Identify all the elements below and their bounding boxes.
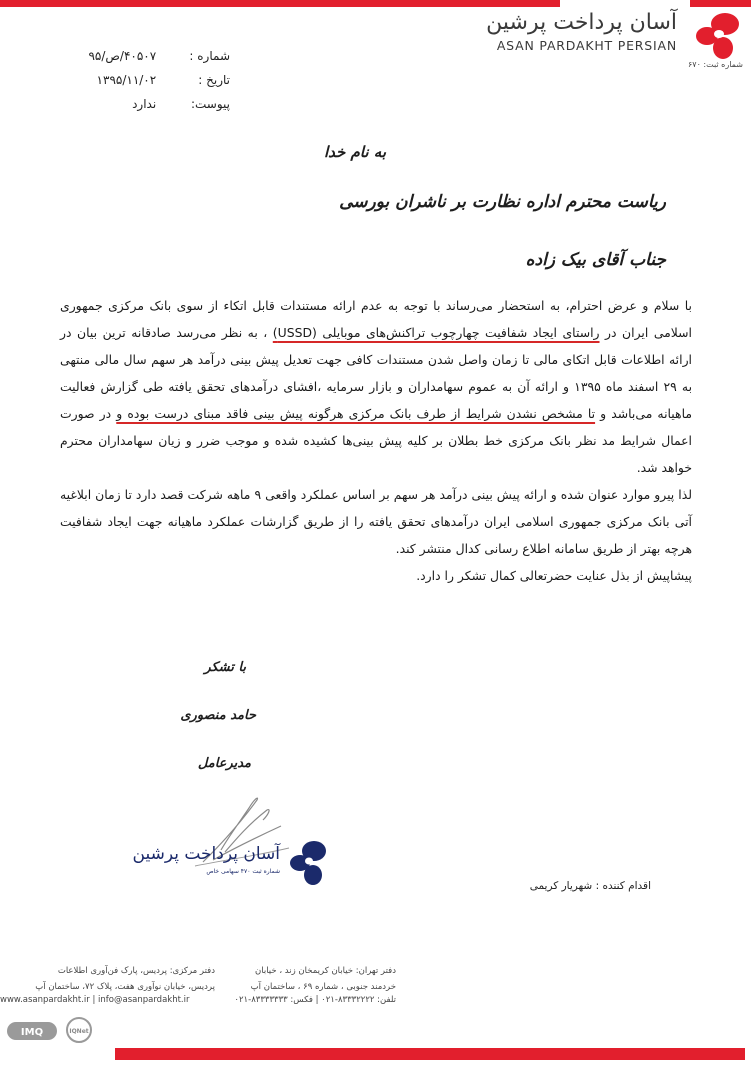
- cert-iqnet-label: IQNet: [69, 1028, 89, 1035]
- footer-address-pardis: [0, 963, 215, 995]
- address-tehran-line-1: دفتر تهران: خیابان کریمخان زند ، خیابان: [255, 966, 396, 976]
- contact-divider: |: [92, 995, 99, 1005]
- body-paragraph-3: پیشاپیش از بذل عنایت حضرتعالی کمال تشکر را دارد.: [416, 568, 692, 583]
- footer-address-tehran: [251, 963, 396, 995]
- number-label: شماره :: [189, 49, 230, 63]
- logo-mark-icon: [689, 10, 745, 62]
- email-link[interactable]: info@asanpardakht.ir: [98, 995, 190, 1005]
- body-paragraph-1: [60, 292, 692, 481]
- p1-underlined-ussd: راستای ایجاد شفافیت چهارچوب تراکنش‌های موبایلی (USSD): [272, 325, 600, 340]
- p1-text-a: با سلام و عرض احترام، به استحضار می‌رساند با توجه به عدم ارائه مستندات قابل اتکاء از سوی بانک مرکزی جمهوری اسلامی ایران در: [60, 298, 692, 340]
- stamp-subtext: شماره ثبت ۴۷۰ سهامی خاص: [206, 868, 280, 875]
- stamp-name: آسان پرداخت پرشین: [132, 844, 280, 864]
- footer-phones: تلفن: ۸۳۳۳۲۲۲۲-۰۲۱ | فکس: ۸۳۳۳۳۳۳۳-۰۲۱: [234, 995, 396, 1005]
- meta-attachment-row: [40, 92, 230, 116]
- attachment-value: ندارد: [132, 97, 157, 111]
- meta-date-row: [40, 68, 230, 92]
- stamp-logo-icon: [286, 838, 332, 888]
- imq-certification-icon: [6, 1016, 58, 1044]
- top-decorative-bar-right: [690, 0, 751, 7]
- logo-persian-text: آسان پرداخت پرشین: [486, 10, 677, 35]
- signature-thanks: با تشکر: [204, 660, 246, 675]
- date-value: ۱۳۹۵/۱۱/۰۲: [96, 73, 157, 87]
- attention-heading: جناب آقای بیک زاده: [525, 250, 666, 270]
- registration-number: شماره ثبت: ۶۷۰: [688, 60, 743, 69]
- p1-text-b: ، به نظر می‌رسد صادقانه ترین بیان در ارائه اطلاعات قابل اتکای مالی تا زمان واصل شدن مستندات کافی جهت تعدیل پیش بینی درآمد هر سهم سال مالی منتهی به ۲۹ اسفند ماه ۱۳۹۵ و ارائه آن به عموم سهامداران و بازار سرمایه ،افشای درآمدهای تحقق یافته طی گزارش فعالیت ماهیانه می‌باشد و: [60, 325, 693, 421]
- p1-underlined-bank: تا مشخص نشدن شرایط از طرف بانک مرکزی هرگونه پیش بینی فاقد مبنای درست بوده و: [116, 406, 596, 421]
- invocation-heading: به نام خدا: [323, 143, 386, 161]
- meta-number-row: [40, 44, 230, 68]
- date-label: تاریخ :: [198, 73, 230, 87]
- iqnet-certification-icon: [62, 1016, 96, 1044]
- attachment-label: پیوست:: [190, 97, 230, 111]
- cert-imq-label: IMQ: [20, 1027, 44, 1038]
- address-pardis-line-2: پردیس، خیابان نوآوری هفت، پلاک ۷۲، ساختمان آپ: [35, 982, 215, 992]
- bottom-decorative-bar: [115, 1048, 745, 1060]
- company-logo: [450, 8, 745, 68]
- address-pardis-line-1: دفتر مرکزی: پردیس، پارک فن‌آوری اطلاعات: [57, 966, 215, 976]
- recipient-heading: ریاست محترم اداره نظارت بر ناشران بورسی: [339, 192, 666, 212]
- company-stamp: [132, 838, 332, 894]
- logo-english-text: ASAN PARDAKHT PERSIAN: [496, 38, 677, 53]
- footer-contact: [0, 995, 189, 1005]
- p1-text-c: در صورت اعمال شرایط مد نظر بانک مرکزی خط بطلان بر کلیه پیش بینی‌ها کشیده شده و موجب ضرر و زیان سهامداران محترم خواهد شد.: [60, 406, 692, 475]
- signature-name: حامد منصوری: [180, 708, 256, 723]
- letter-body: [60, 292, 692, 589]
- top-decorative-bar-left: [0, 0, 560, 7]
- signature-title: مدیرعامل: [197, 756, 251, 771]
- address-tehran-line-2: خردمند جنوبی ، شماره ۶۹ ، ساختمان آپ: [250, 982, 396, 992]
- number-value: ۴۰۵۰۷/ص/۹۵: [88, 49, 157, 63]
- prepared-by: اقدام کننده : شهریار کریمی: [529, 880, 651, 892]
- website-link[interactable]: www.asanpardakht.ir: [0, 995, 90, 1005]
- letter-meta: [40, 44, 230, 116]
- body-paragraph-2: لذا پیرو موارد عنوان شده و ارائه پیش بینی درآمد هر سهم بر اساس عملکرد واقعی ۹ ماهه شرکت قصد دارد تا زمان ابلاغیه آتی بانک مرکزی جمهوری اسلامی ایران درآمدهای تحقق یافته را از طریق گزارشات عملکرد ماهیانه جهت ایجاد شفافیت هرچه بهتر از طریق سامانه اطلاع رسانی کدال منتشر کند.: [60, 487, 692, 556]
